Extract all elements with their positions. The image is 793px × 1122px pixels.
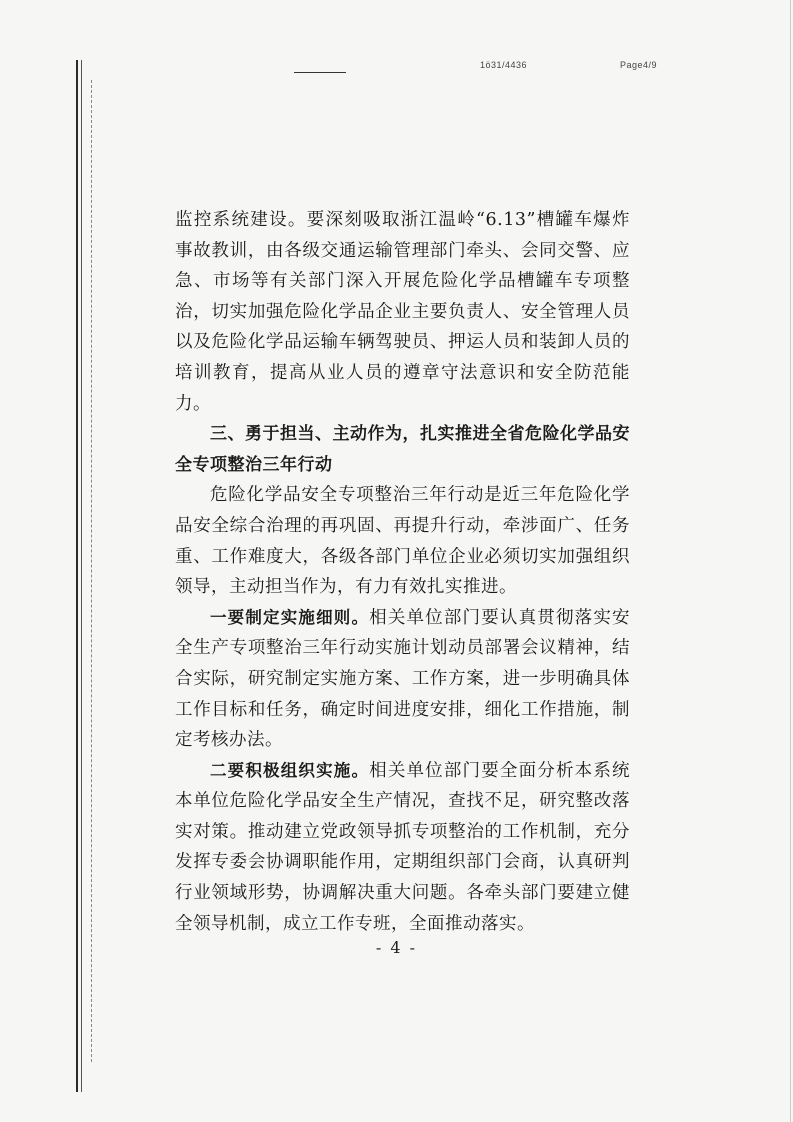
item-2-text: 相关单位部门要全面分析本系统本单位危险化学品安全生产情况，查找不足，研究整改落实对策。推动建立党政领导抓专项整治的工作机制，充分发挥专委会协调职能作用，定期组织部门会商，认真研判行业领域形势，协调解决重大问题。各牵头部门要建立健全领导机制，成立工作专班，全面推动落实。 <box>175 760 631 934</box>
fax-page-label: Page4/9 <box>620 60 658 70</box>
document-body <box>175 205 630 939</box>
item-1-text: 相关单位部门要认真贯彻落实安全生产专项整治三年行动实施计划动员部署会议精神，结合实际，研究制定实施方案、工作方案，进一步明确具体工作目标和任务，确定时间进度安排，细化工作措施，制定考核办法。 <box>175 607 631 751</box>
section-heading-3: 三、勇于担当、主动作为，扎实推进全省危险化学品安全专项整治三年行动 <box>175 424 630 475</box>
item-1-lead: 一要制定实施细则。 <box>210 607 370 627</box>
fax-header <box>0 60 793 80</box>
paragraph-item-1 <box>175 603 630 756</box>
page-number: - 4 - <box>375 938 418 957</box>
fax-document-id: 1ö31/4436 <box>480 60 528 70</box>
item-2-lead: 二要积极组织实施。 <box>210 760 370 780</box>
paragraph-item-2 <box>175 756 630 940</box>
paragraph-intro: 危险化学品安全专项整治三年行动是近三年危险化学品安全综合治理的再巩固、再提升行动，牵涉面广、任务重、工作难度大，各级各部门单位企业必须切实加强组织领导，主动担当作为，有力有效扎实推进。 <box>175 485 630 598</box>
scan-edge-dots <box>91 80 93 1062</box>
paragraph-continuation: 监控系统建设。要深刻吸取浙江温岭“6.13”槽罐车爆炸事故教训，由各级交通运输管理部门牵头、会同交警、应急、市场等有关部门深入开展危险化学品槽罐车专项整治，切实加强危险化学品企业主要负责人、安全管理人员以及危险化学品运输车辆驾驶员、押运人员和装卸人员的培训教育，提高从业人员的遵章守法意识和安全防范能力。 <box>175 210 630 414</box>
fax-header-rule <box>294 72 346 73</box>
